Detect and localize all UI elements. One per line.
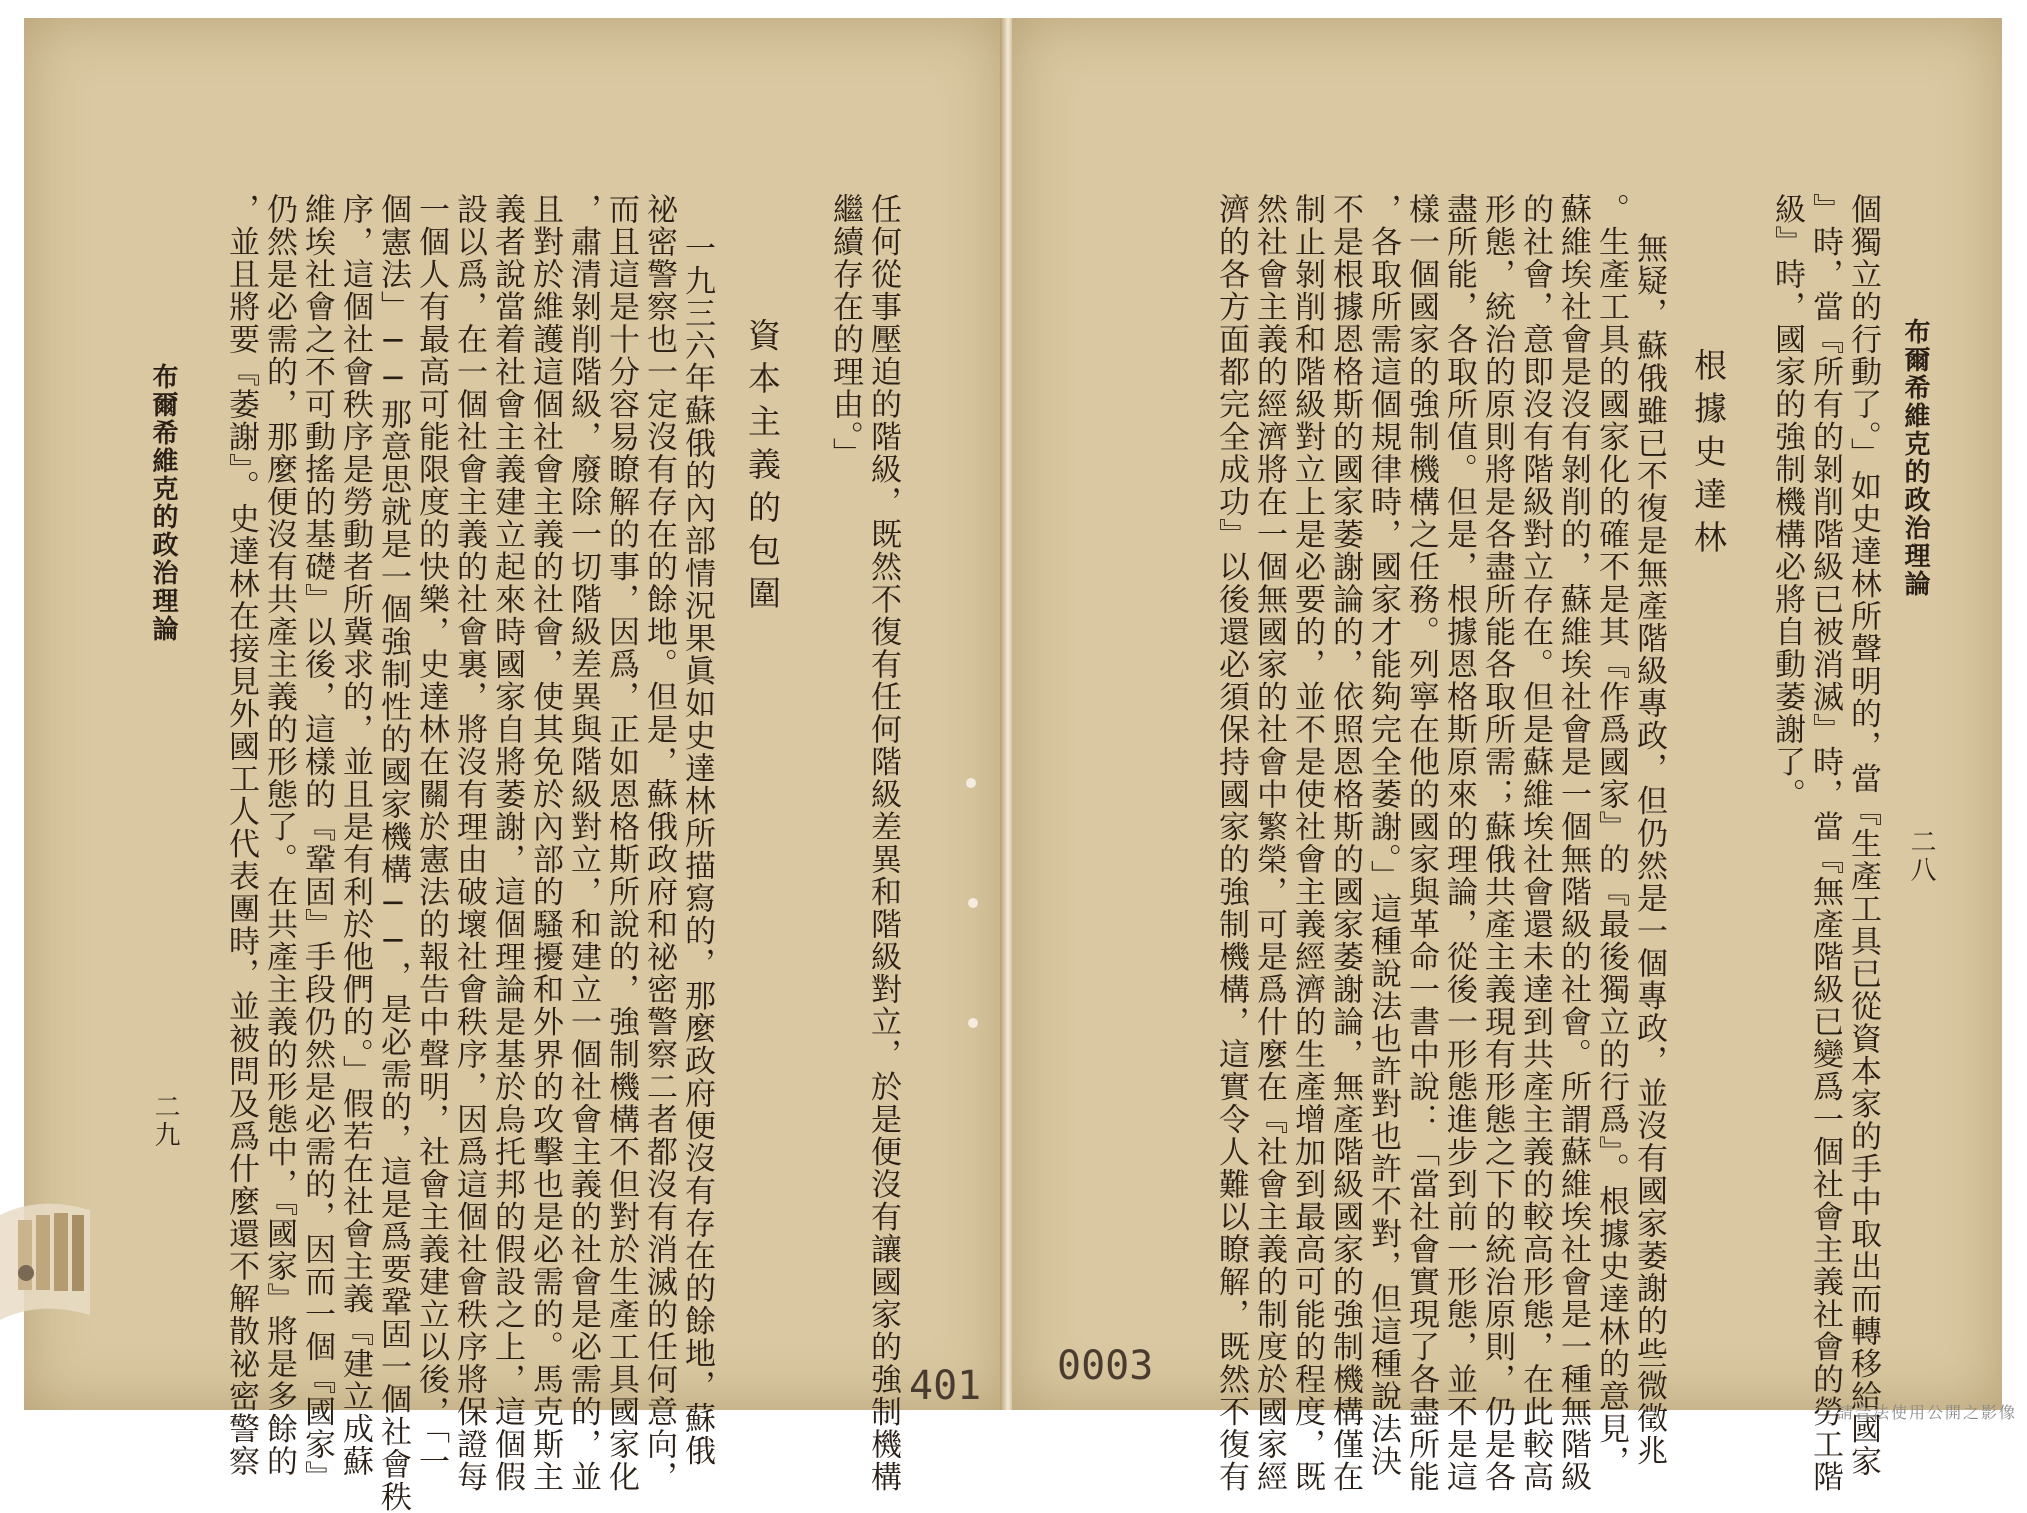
left-column-4: 祕密警察也一定沒有存在的餘地。但是，蘇俄政府和祕密警察二者都沒有消滅的任何意向， (641, 193, 677, 1493)
left-column-12: 序，這個社會秩序是勞動者所冀求的，並且是有利於他們的。」假若在社會主義『建立成蘇 (337, 193, 373, 1478)
left-column-15: ，並且將要『萎謝』。史達林在接見外國工人代表團時，並被問及爲什麼還不解散祕密警察 (223, 193, 259, 1478)
left-column-10: 一個人有最高可能限度的快樂，史達林在關於憲法的報告中聲明，社會主義建立以後，「一 (413, 193, 449, 1478)
left-column-9: 設以爲，在一個社會主義的社會裏，將沒有理由破壞社會秩序，因爲這個社會秩序將保證每 (451, 193, 487, 1493)
binding-hole (966, 778, 976, 788)
left-column-2: 繼續存在的理由。」 (827, 193, 863, 470)
left-page (24, 18, 1004, 1513)
archive-logo-icon (0, 1175, 120, 1325)
left-column-13: 維埃社會之不可動搖的基礎』以後，這樣的『鞏固』手段仍然是必需的，因而一個『國家』 (299, 193, 335, 1493)
right-page-number: 二八 (1906, 828, 1936, 884)
right-column-4: 無疑，蘇俄雖已不復是無產階級專政，但仍然是一個專政，並沒有國家萎謝的些微徵兆 (1631, 232, 1667, 1467)
right-column-3: 級』時，國家的強制機構必將自動萎謝了。 (1769, 193, 1805, 811)
right-column-15: 濟的各方面都完全成功』以後還必須保持國家的強制機構，這實令人難以瞭解，既然不復有 (1213, 193, 1249, 1493)
left-running-head: 布爾希維克的政治理論 (148, 363, 178, 643)
left-column-8: 義者說當着社會主義建立起來時國家自將萎謝，這個理論是基於烏托邦的假設之上，這個假 (489, 193, 525, 1493)
left-column-7: 且對於維護這個社會主義的社會，使其免於內部的騷擾和外界的攻擊也是必需的。馬克斯主 (527, 193, 563, 1493)
right-section-heading: 根據史達林 (1689, 348, 1728, 563)
handwritten-mark-right: 0003 (1057, 1343, 1154, 1389)
right-column-10: 樣一個國家的強制機構之任務。列寧在他的國家與革命一書中說：「當社會實現了各盡所能 (1403, 193, 1439, 1493)
right-column-14: 然社會主義的經濟將在一個無國家的社會中繁榮，可是爲什麼在『社會主義的制度於國家經 (1251, 193, 1287, 1493)
left-section-heading: 資本主義的包圍 (743, 318, 782, 619)
binding-hole (968, 898, 978, 908)
footer-usage-notice: 請合法使用公開之影像 (1836, 1403, 2017, 1422)
right-column-9: 盡所能，各取所值。但是，根據恩格斯原來的理論，從後一形態進步到前一形態，並不是這 (1441, 193, 1477, 1493)
left-column-6: ，肅清剝削階級，廢除一切階級差異與階級對立，和建立一個社會主義的社會是必需的，並 (565, 193, 601, 1493)
left-column-11: 個憲法」──那意思就是一個強制性的國家機構──，是必需的，這是爲要鞏固一個社會秩 (375, 193, 411, 1513)
right-column-2: 』時，當『所有的剝削階級已被消滅』時，當『無產階級已變爲一個社會主義社會的勞工階 (1807, 193, 1843, 1493)
right-column-11: ，各取所需這個規律時，國家才能夠完全萎謝。」這種說法也許對也許不對，但這種說法決 (1365, 193, 1401, 1478)
handwritten-mark-left: 401 (909, 1363, 982, 1409)
right-column-5: 。生產工具的國家化的確不是其『作爲國家』的『最後獨立的行爲』。根據史達林的意見， (1593, 193, 1629, 1478)
left-column-5: 而且這是十分容易瞭解的事，因爲，正如恩格斯所說的，強制機構不但對於生產工具國家化 (603, 193, 639, 1493)
right-running-head: 布爾希維克的政治理論 (1900, 318, 1930, 598)
right-column-13: 制止剝削和階級對立上是必要的，並不是使社會主義經濟的生產增加到最高可能的程度，既 (1289, 193, 1325, 1493)
binding-hole (968, 1018, 978, 1028)
right-column-8: 形態，統治的原則將是各盡所能各取所需；蘇俄共產主義現有形態之下的統治原則，仍是各 (1479, 193, 1515, 1493)
left-page-number: 二九 (150, 1093, 180, 1149)
left-column-14: 仍然是必需的，那麼便沒有共產主義的形態了。在共產主義的形態中，『國家』將是多餘的 (261, 193, 297, 1478)
left-column-1: 任何從事壓迫的階級，既然不復有任何階級差異和階級對立，於是便沒有讓國家的強制機構 (865, 193, 901, 1493)
right-column-1: 個獨立的行動了。」如史達林所聲明的，當『生產工具已從資本家的手中取出而轉移給國家 (1845, 193, 1881, 1478)
right-column-12: 不是根據恩格斯的國家萎謝論的，依照恩格斯的國家萎謝論，無產階級國家的強制機構僅在 (1327, 193, 1363, 1493)
right-column-7: 的社會，意即沒有階級對立存在。但是蘇維埃社會還未達到共產主義的較高形態，在此較高 (1517, 193, 1553, 1493)
left-column-3: 一九三六年蘇俄的內部情況果眞如史達林所描寫的，那麼政府便沒有存在的餘地，蘇俄 (679, 232, 715, 1467)
right-column-6: 蘇維埃社會是沒有剝削的，蘇維埃社會是一個無階級的社會。所謂蘇維埃社會是一種無階級 (1555, 193, 1591, 1493)
